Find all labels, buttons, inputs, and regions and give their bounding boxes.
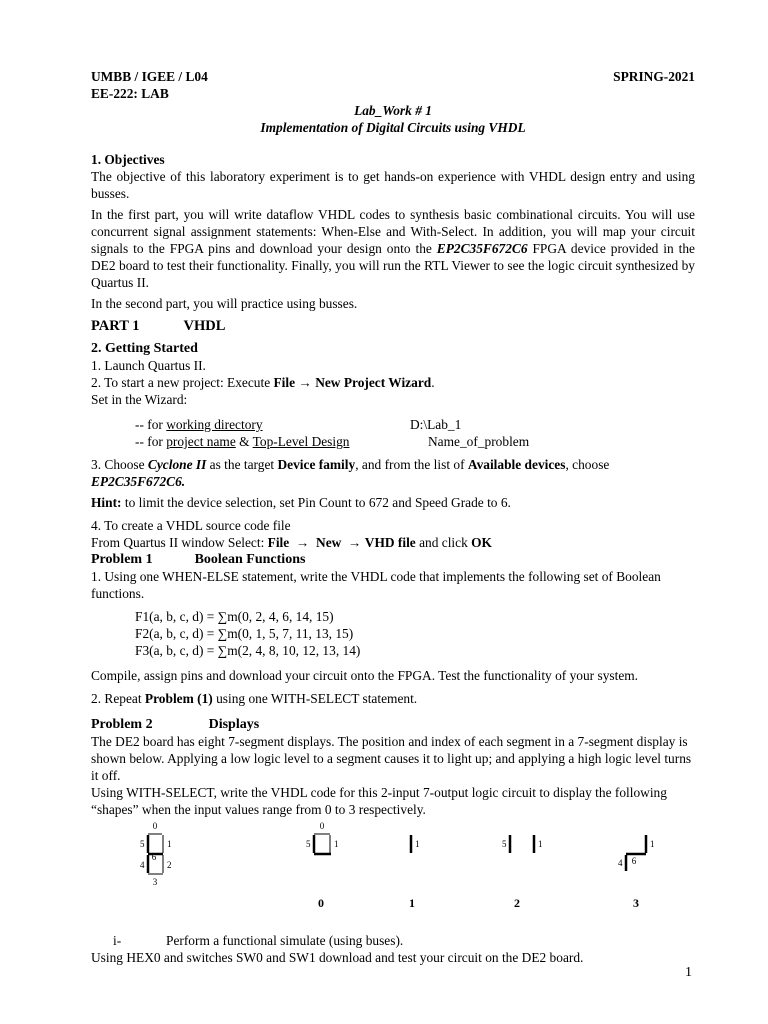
step-4: 4. To create a VHDL source code file <box>91 518 291 533</box>
objectives-heading: 1. Objectives <box>91 152 165 167</box>
step-text: , choose <box>565 457 610 472</box>
hint-label: Hint: <box>91 495 122 510</box>
device-name: EP2C35F672C6 <box>436 241 528 256</box>
wizard-intro: Set in the Wizard: <box>91 392 188 407</box>
step-text: 2. To start a new project: Execute <box>91 375 274 390</box>
device-family-name: Cyclone II <box>147 457 207 472</box>
wizard-label: project name <box>166 434 236 449</box>
wizard-amp: & <box>235 434 253 449</box>
seg-label-5: 5 <box>140 839 145 849</box>
step-3 <box>91 456 695 490</box>
arrow-icon: → <box>348 535 362 550</box>
final-instruction: Using HEX0 and switches SW0 and SW1 download and test your circuit on the DE2 board. <box>91 950 584 965</box>
menu-file: File <box>267 535 290 550</box>
step-1: 1. Launch Quartus II. <box>91 358 206 373</box>
wizard-label: Top-Level Design <box>252 434 350 449</box>
wizard-value: Name_of_problem <box>428 434 530 449</box>
problem2-paragraph-1: The DE2 board has eight 7-segment displays. The position and index of each segment in a 7-segment display is shown below. Applying a low logic level to a segment causes it to light up; and applying a high logic level turns it off. <box>91 734 692 783</box>
wizard-row-project <box>91 433 695 450</box>
arrow-icon: → <box>298 375 312 390</box>
menu-new-project-wizard: New Project Wizard <box>315 375 432 390</box>
course-code: UMBB / IGEE / L04 <box>91 69 208 84</box>
shape-label-0: 0 <box>318 896 324 910</box>
step-text: , and from the list of <box>355 457 468 472</box>
arrow-icon: → <box>295 535 310 550</box>
step-text: From Quartus II window Select: <box>91 535 268 550</box>
wizard-value: D:\Lab_1 <box>410 417 462 432</box>
wizard-row-directory <box>91 416 695 433</box>
step-text: and click <box>415 535 472 550</box>
seg-label-1: 1 <box>334 839 339 849</box>
objectives-paragraph-1: The objective of this laboratory experiment is to get hands-on experience with VHDL design entry and using busses. <box>91 169 695 201</box>
step-text: using one WITH-SELECT statement. <box>212 691 418 706</box>
ok-label: OK <box>471 535 492 550</box>
compile-instruction: Compile, assign pins and download your circuit onto the FPGA. Test the functionality of your system. <box>91 668 639 683</box>
seg-label-5: 5 <box>502 839 507 849</box>
doc-subtitle: Implementation of Digital Circuits using VHDL <box>260 120 526 135</box>
wizard-prefix: -- for <box>135 434 167 449</box>
hint <box>91 494 695 511</box>
segment-reference <box>140 822 172 887</box>
boolean-functions <box>91 608 695 659</box>
shape-label-1: 1 <box>409 896 415 910</box>
paragraph-text: In the first part, you will write dataflow VHDL codes to synthesis basic combinational circuits. You will use concurrent signal assignment statements: When-Else and With-Select. In addition, you will map your circuit signals to the FPGA pins and download your design onto the <box>91 207 695 256</box>
function-f2: F2(a, b, c, d) = ∑m(0, 1, 5, 7, 11, 13, 15) <box>135 626 354 641</box>
function-f1: F1(a, b, c, d) = ∑m(0, 2, 4, 6, 14, 15) <box>135 609 334 624</box>
seg-label-4: 4 <box>140 860 145 870</box>
problem2-heading <box>91 716 695 733</box>
function-f3: F3(a, b, c, d) = ∑m(2, 4, 8, 10, 12, 13, 14) <box>135 643 361 658</box>
step-4-detail <box>91 534 695 551</box>
device-family-label: Device family <box>277 457 356 472</box>
problem-name: Displays <box>208 717 260 732</box>
menu-file: File <box>273 375 296 390</box>
seg-label-1: 1 <box>538 839 543 849</box>
shape-3 <box>618 835 655 871</box>
objectives-paragraph-3: In the second part, you will practice using busses. <box>91 296 358 311</box>
seg-label-4: 4 <box>618 858 623 868</box>
paragraph-text: FPGA device provided in the DE2 board to test their functionality. Finally, you will run the RTL Viewer to see the logic circuit synthesized by Quartus II. <box>91 241 695 290</box>
problem1-heading <box>91 551 695 568</box>
shape-label-3: 3 <box>633 896 639 910</box>
wizard-prefix: -- for <box>135 417 167 432</box>
objectives-paragraph-2 <box>91 206 695 291</box>
semester: SPRING-2021 <box>613 69 695 84</box>
seg-label-6: 6 <box>151 852 157 862</box>
seg-label-1: 1 <box>167 839 172 849</box>
seg-label-1: 1 <box>650 839 655 849</box>
problem1-intro: 1. Using one WHEN-ELSE statement, write the VHDL code that implements the following set of Boolean functions. <box>91 569 661 601</box>
hint-text: to limit the device selection, set Pin Count to 672 and Speed Grade to 6. <box>121 495 511 510</box>
part-label: PART 1 <box>91 318 140 334</box>
part-name: VHDL <box>183 318 226 334</box>
shape-2 <box>502 835 543 853</box>
item-number: i- <box>113 933 122 948</box>
doc-title: Lab_Work # 1 <box>354 103 432 118</box>
seg-label-0: 0 <box>152 822 158 831</box>
step-text: . <box>431 375 435 390</box>
seg-label-5: 5 <box>306 839 311 849</box>
menu-new: New <box>316 535 342 550</box>
step-text: 2. Repeat <box>91 691 145 706</box>
problem-ref: Problem (1) <box>144 691 213 706</box>
seg-label-6: 6 <box>631 856 637 866</box>
course-name: EE-222: LAB <box>91 86 169 101</box>
part1-heading <box>91 318 695 335</box>
shape-1 <box>411 835 420 853</box>
device-name: EP2C35F672C6. <box>91 474 186 489</box>
seg-label-1: 1 <box>415 839 420 849</box>
shape-label-2: 2 <box>514 896 520 910</box>
available-devices-label: Available devices <box>467 457 566 472</box>
page-number: 1 <box>685 965 692 980</box>
seg-label-0: 0 <box>319 822 325 831</box>
problem2-paragraph-2: Using WITH-SELECT, write the VHDL code for this 2-input 7-output logic circuit to display the following “shapes” when the input values range from 0 to 3 respectively. <box>91 785 667 817</box>
page-header <box>91 68 695 102</box>
seg-label-2: 2 <box>167 860 172 870</box>
problem-label: Problem 1 <box>91 552 153 567</box>
shape-0 <box>306 822 339 854</box>
problem-label: Problem 2 <box>91 717 153 732</box>
document-page <box>91 68 695 966</box>
problem-name: Boolean Functions <box>194 552 306 567</box>
task-item <box>91 932 695 949</box>
item-text: Perform a functional simulate (using buses). <box>166 933 404 948</box>
seven-segment-diagram <box>91 822 695 914</box>
shape-index-labels <box>318 896 639 910</box>
step-text: 3. Choose <box>91 457 148 472</box>
seven-segment-figure <box>91 822 695 914</box>
seg-label-3: 3 <box>152 877 158 887</box>
wizard-label: working directory <box>166 417 263 432</box>
repeat-instruction <box>91 690 695 707</box>
step-text: as the target <box>206 457 278 472</box>
menu-vhd-file: VHD file <box>364 535 416 550</box>
getting-started-heading: 2. Getting Started <box>91 341 198 356</box>
step-2 <box>91 374 695 391</box>
